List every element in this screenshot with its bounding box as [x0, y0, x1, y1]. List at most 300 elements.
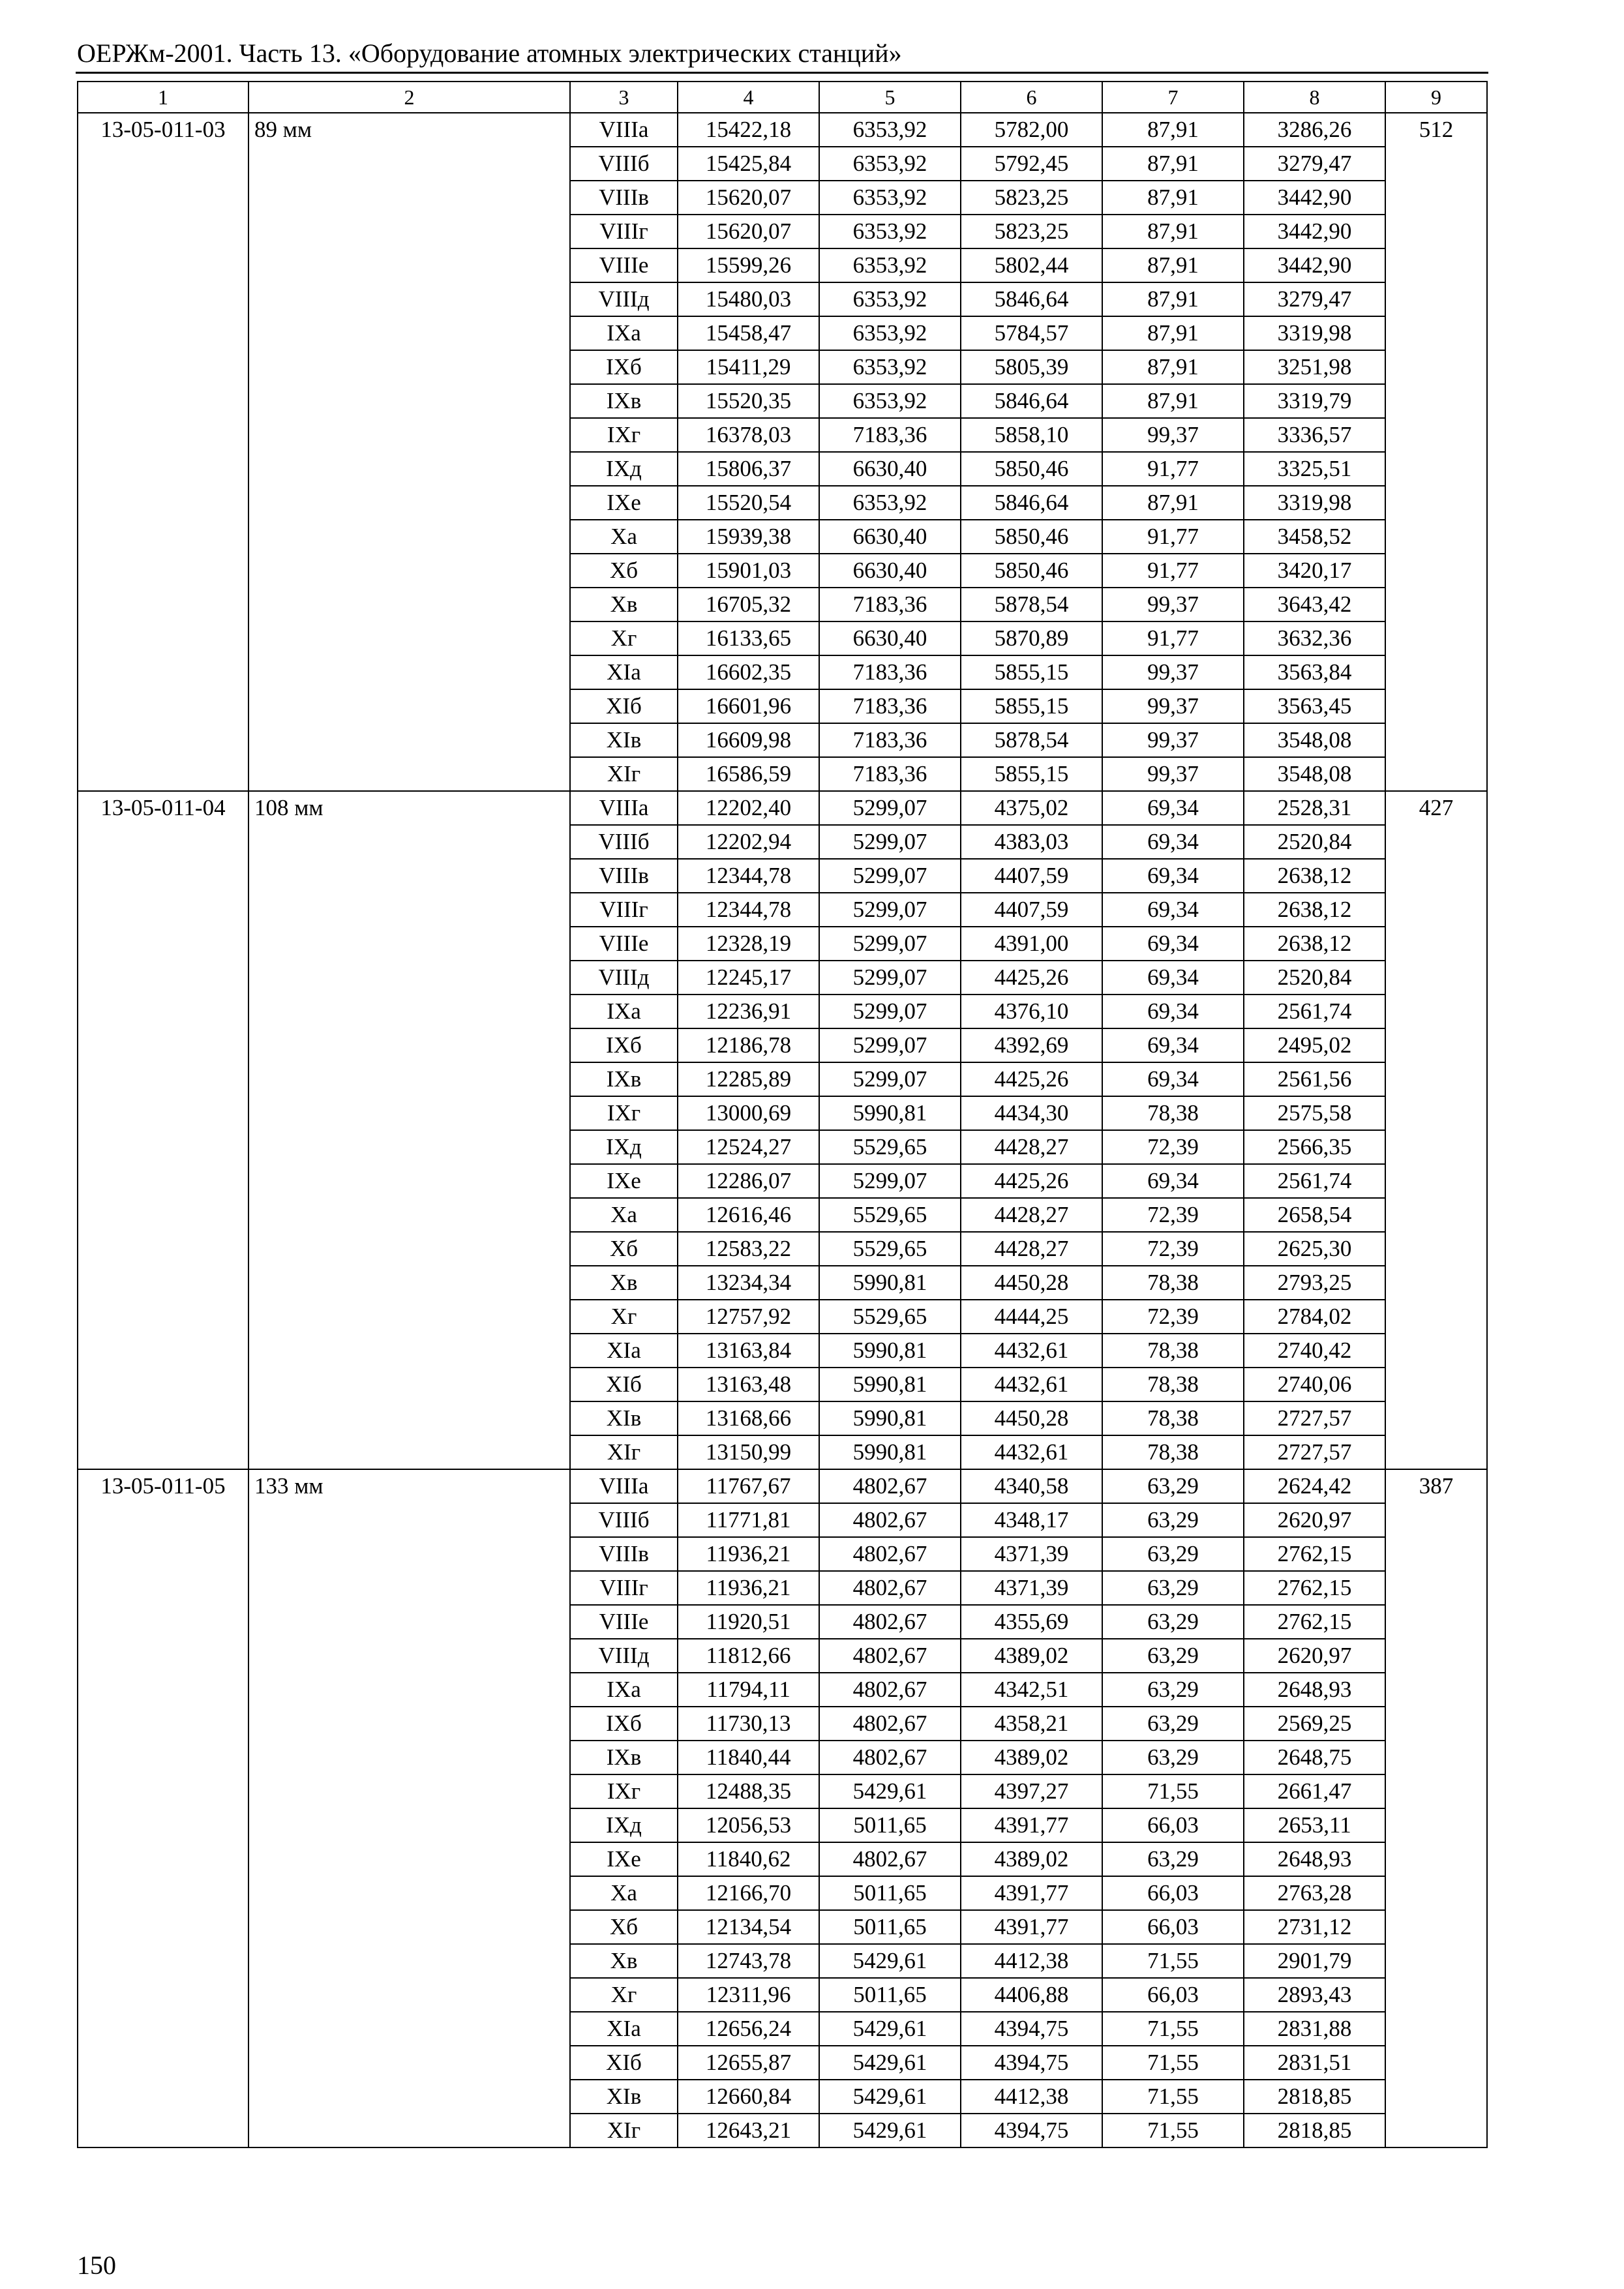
category-cell: VIIIв [570, 1537, 678, 1571]
category-cell: IXд [570, 452, 678, 486]
value-col8-cell: 2740,06 [1244, 1368, 1385, 1401]
value-col7-cell: 69,34 [1102, 995, 1244, 1028]
value-col4-cell: 15599,26 [678, 248, 819, 282]
value-col8-cell: 2561,74 [1244, 1164, 1385, 1198]
value-col8-cell: 2731,12 [1244, 1910, 1385, 1944]
category-cell: Xг [570, 1300, 678, 1334]
value-col8-cell: 2569,25 [1244, 1707, 1385, 1741]
value-col5-cell: 4802,67 [819, 1673, 961, 1707]
value-col4-cell: 15422,18 [678, 113, 819, 147]
value-col7-cell: 69,34 [1102, 1028, 1244, 1062]
value-col8-cell: 3643,42 [1244, 588, 1385, 621]
value-col8-cell: 2620,97 [1244, 1639, 1385, 1673]
value-col8-cell: 2620,97 [1244, 1503, 1385, 1537]
value-col4-cell: 13234,34 [678, 1266, 819, 1300]
category-cell: XIг [570, 757, 678, 791]
value-col4-cell: 12245,17 [678, 961, 819, 995]
value-col4-cell: 11771,81 [678, 1503, 819, 1537]
value-col4-cell: 15480,03 [678, 282, 819, 316]
value-col5-cell: 5529,65 [819, 1130, 961, 1164]
value-col6-cell: 5850,46 [961, 520, 1102, 554]
value-col7-cell: 69,34 [1102, 927, 1244, 961]
category-cell: Xб [570, 554, 678, 588]
value-col4-cell: 12757,92 [678, 1300, 819, 1334]
category-cell: Xв [570, 588, 678, 621]
value-col5-cell: 4802,67 [819, 1537, 961, 1571]
value-col8-cell: 3458,52 [1244, 520, 1385, 554]
column-number: 3 [570, 82, 678, 113]
value-col4-cell: 12186,78 [678, 1028, 819, 1062]
value-col5-cell: 6353,92 [819, 282, 961, 316]
table-row [78, 791, 1487, 825]
value-col7-cell: 99,37 [1102, 418, 1244, 452]
value-col4-cell: 12344,78 [678, 893, 819, 927]
value-col5-cell: 7183,36 [819, 655, 961, 689]
value-col4-cell: 15901,03 [678, 554, 819, 588]
category-cell: VIIIв [570, 859, 678, 893]
value-col6-cell: 5782,00 [961, 113, 1102, 147]
value-col7-cell: 69,34 [1102, 1062, 1244, 1096]
category-cell: Xг [570, 621, 678, 655]
value-col8-cell: 3420,17 [1244, 554, 1385, 588]
value-col4-cell: 12656,24 [678, 2012, 819, 2046]
category-cell: IXг [570, 1096, 678, 1130]
value-col7-cell: 69,34 [1102, 859, 1244, 893]
column-number: 9 [1385, 82, 1487, 113]
value-col4-cell: 12166,70 [678, 1876, 819, 1910]
column-number: 4 [678, 82, 819, 113]
value-col6-cell: 4434,30 [961, 1096, 1102, 1130]
value-col7-cell: 63,29 [1102, 1503, 1244, 1537]
value-col5-cell: 5299,07 [819, 927, 961, 961]
value-col8-cell: 2818,85 [1244, 2080, 1385, 2114]
value-col6-cell: 5805,39 [961, 350, 1102, 384]
category-cell: Xб [570, 1910, 678, 1944]
value-col7-cell: 69,34 [1102, 825, 1244, 859]
value-col7-cell: 87,91 [1102, 248, 1244, 282]
value-col8-cell: 2763,28 [1244, 1876, 1385, 1910]
value-col5-cell: 4802,67 [819, 1741, 961, 1774]
category-cell: Xв [570, 1266, 678, 1300]
value-col8-cell: 3563,84 [1244, 655, 1385, 689]
value-col4-cell: 12285,89 [678, 1062, 819, 1096]
value-col8-cell: 2520,84 [1244, 961, 1385, 995]
value-col6-cell: 4407,59 [961, 859, 1102, 893]
value-col4-cell: 15411,29 [678, 350, 819, 384]
value-col5-cell: 4802,67 [819, 1503, 961, 1537]
value-col6-cell: 4391,77 [961, 1910, 1102, 1944]
value-col4-cell: 12134,54 [678, 1910, 819, 1944]
value-col8-cell: 2520,84 [1244, 825, 1385, 859]
value-col5-cell: 4802,67 [819, 1639, 961, 1673]
value-col6-cell: 4412,38 [961, 2080, 1102, 2114]
value-col6-cell: 4432,61 [961, 1368, 1102, 1401]
category-cell: VIIIб [570, 825, 678, 859]
value-col7-cell: 87,91 [1102, 384, 1244, 418]
column-number-row [78, 82, 1487, 113]
value-col5-cell: 6353,92 [819, 316, 961, 350]
column-number: 2 [248, 82, 570, 113]
value-col7-cell: 69,34 [1102, 791, 1244, 825]
value-col6-cell: 5855,15 [961, 655, 1102, 689]
value-col5-cell: 6353,92 [819, 486, 961, 520]
category-cell: IXв [570, 1062, 678, 1096]
category-cell: IXб [570, 350, 678, 384]
value-col8-cell: 3319,79 [1244, 384, 1385, 418]
category-cell: IXб [570, 1707, 678, 1741]
value-col8-cell: 2528,31 [1244, 791, 1385, 825]
value-col7-cell: 63,29 [1102, 1605, 1244, 1639]
value-col6-cell: 4394,75 [961, 2114, 1102, 2147]
value-col5-cell: 6353,92 [819, 248, 961, 282]
value-col8-cell: 3279,47 [1244, 147, 1385, 181]
column-number: 8 [1244, 82, 1385, 113]
value-col5-cell: 5529,65 [819, 1300, 961, 1334]
value-col5-cell: 5011,65 [819, 1876, 961, 1910]
value-col5-cell: 4802,67 [819, 1707, 961, 1741]
rate-code-cell: 13-05-011-03 [78, 113, 248, 791]
value-col4-cell: 12286,07 [678, 1164, 819, 1198]
value-col5-cell: 5299,07 [819, 893, 961, 927]
table-body [78, 113, 1487, 2147]
value-col6-cell: 4389,02 [961, 1639, 1102, 1673]
value-col8-cell: 2625,30 [1244, 1232, 1385, 1266]
value-col8-cell: 2831,88 [1244, 2012, 1385, 2046]
value-col8-cell: 3251,98 [1244, 350, 1385, 384]
value-col4-cell: 15620,07 [678, 181, 819, 215]
value-col7-cell: 91,77 [1102, 452, 1244, 486]
category-cell: IXа [570, 1673, 678, 1707]
value-col5-cell: 7183,36 [819, 689, 961, 723]
value-col4-cell: 16586,59 [678, 757, 819, 791]
value-col7-cell: 72,39 [1102, 1130, 1244, 1164]
category-cell: XIа [570, 2012, 678, 2046]
category-cell: XIа [570, 1334, 678, 1368]
value-col8-cell: 3442,90 [1244, 215, 1385, 248]
category-cell: IXд [570, 1808, 678, 1842]
value-col5-cell: 4802,67 [819, 1842, 961, 1876]
category-cell: Xа [570, 1198, 678, 1232]
value-col7-cell: 87,91 [1102, 147, 1244, 181]
value-col8-cell: 2638,12 [1244, 893, 1385, 927]
value-col8-cell: 2784,02 [1244, 1300, 1385, 1334]
value-col5-cell: 6630,40 [819, 554, 961, 588]
value-col4-cell: 15458,47 [678, 316, 819, 350]
category-cell: IXв [570, 1741, 678, 1774]
value-col5-cell: 5990,81 [819, 1266, 961, 1300]
value-col9-cell: 427 [1385, 791, 1487, 1469]
value-col5-cell: 6353,92 [819, 384, 961, 418]
value-col7-cell: 63,29 [1102, 1537, 1244, 1571]
value-col5-cell: 4802,67 [819, 1571, 961, 1605]
category-cell: VIIIг [570, 893, 678, 927]
category-cell: XIа [570, 655, 678, 689]
category-cell: XIг [570, 1435, 678, 1469]
value-col6-cell: 5846,64 [961, 486, 1102, 520]
value-col4-cell: 11840,62 [678, 1842, 819, 1876]
value-col6-cell: 5846,64 [961, 282, 1102, 316]
value-col4-cell: 12583,22 [678, 1232, 819, 1266]
value-col7-cell: 87,91 [1102, 316, 1244, 350]
value-col4-cell: 11812,66 [678, 1639, 819, 1673]
value-col8-cell: 2762,15 [1244, 1537, 1385, 1571]
value-col8-cell: 2653,11 [1244, 1808, 1385, 1842]
value-col7-cell: 99,37 [1102, 757, 1244, 791]
value-col6-cell: 5802,44 [961, 248, 1102, 282]
value-col6-cell: 4389,02 [961, 1741, 1102, 1774]
value-col4-cell: 16705,32 [678, 588, 819, 621]
value-col7-cell: 78,38 [1102, 1435, 1244, 1469]
value-col6-cell: 4412,38 [961, 1944, 1102, 1978]
value-col8-cell: 2727,57 [1244, 1401, 1385, 1435]
value-col8-cell: 3442,90 [1244, 248, 1385, 282]
category-cell: IXб [570, 1028, 678, 1062]
value-col6-cell: 5823,25 [961, 181, 1102, 215]
value-col5-cell: 5529,65 [819, 1232, 961, 1266]
value-col6-cell: 4358,21 [961, 1707, 1102, 1741]
value-col7-cell: 72,39 [1102, 1300, 1244, 1334]
value-col8-cell: 2740,42 [1244, 1334, 1385, 1368]
value-col4-cell: 12660,84 [678, 2080, 819, 2114]
value-col4-cell: 16602,35 [678, 655, 819, 689]
value-col5-cell: 6353,92 [819, 147, 961, 181]
value-col8-cell: 2762,15 [1244, 1571, 1385, 1605]
value-col7-cell: 87,91 [1102, 181, 1244, 215]
value-col4-cell: 12616,46 [678, 1198, 819, 1232]
value-col6-cell: 4428,27 [961, 1130, 1102, 1164]
value-col8-cell: 3632,36 [1244, 621, 1385, 655]
value-col6-cell: 4407,59 [961, 893, 1102, 927]
value-col7-cell: 78,38 [1102, 1401, 1244, 1435]
value-col4-cell: 13000,69 [678, 1096, 819, 1130]
value-col7-cell: 63,29 [1102, 1639, 1244, 1673]
value-col5-cell: 5990,81 [819, 1435, 961, 1469]
value-col5-cell: 5011,65 [819, 1978, 961, 2012]
rate-code-cell: 13-05-011-04 [78, 791, 248, 1469]
value-col5-cell: 5299,07 [819, 825, 961, 859]
value-col8-cell: 2648,93 [1244, 1842, 1385, 1876]
category-cell: VIIIб [570, 1503, 678, 1537]
value-col8-cell: 2575,58 [1244, 1096, 1385, 1130]
value-col8-cell: 2658,54 [1244, 1198, 1385, 1232]
table-row [78, 1469, 1487, 1503]
value-col6-cell: 4425,26 [961, 961, 1102, 995]
value-col7-cell: 71,55 [1102, 1774, 1244, 1808]
value-col4-cell: 11920,51 [678, 1605, 819, 1639]
value-col4-cell: 12311,96 [678, 1978, 819, 2012]
value-col7-cell: 99,37 [1102, 655, 1244, 689]
category-cell: IXа [570, 316, 678, 350]
value-col4-cell: 13163,48 [678, 1368, 819, 1401]
value-col4-cell: 12328,19 [678, 927, 819, 961]
value-col5-cell: 6630,40 [819, 621, 961, 655]
value-col4-cell: 12056,53 [678, 1808, 819, 1842]
value-col4-cell: 12643,21 [678, 2114, 819, 2147]
category-cell: VIIIб [570, 147, 678, 181]
value-col6-cell: 4392,69 [961, 1028, 1102, 1062]
value-col5-cell: 6353,92 [819, 181, 961, 215]
value-col4-cell: 15520,35 [678, 384, 819, 418]
category-cell: XIв [570, 2080, 678, 2114]
category-cell: VIIIе [570, 1605, 678, 1639]
value-col5-cell: 6353,92 [819, 350, 961, 384]
value-col4-cell: 15520,54 [678, 486, 819, 520]
value-col6-cell: 4371,39 [961, 1571, 1102, 1605]
value-col6-cell: 5792,45 [961, 147, 1102, 181]
value-col4-cell: 12655,87 [678, 2046, 819, 2080]
category-cell: VIIIе [570, 927, 678, 961]
value-col4-cell: 12743,78 [678, 1944, 819, 1978]
value-col7-cell: 71,55 [1102, 1944, 1244, 1978]
value-col7-cell: 63,29 [1102, 1469, 1244, 1503]
value-col5-cell: 5990,81 [819, 1334, 961, 1368]
value-col7-cell: 71,55 [1102, 2012, 1244, 2046]
value-col8-cell: 2893,43 [1244, 1978, 1385, 2012]
category-cell: XIв [570, 723, 678, 757]
value-col7-cell: 63,29 [1102, 1842, 1244, 1876]
value-col6-cell: 4348,17 [961, 1503, 1102, 1537]
value-col8-cell: 2831,51 [1244, 2046, 1385, 2080]
value-col5-cell: 5011,65 [819, 1910, 961, 1944]
value-col6-cell: 4444,25 [961, 1300, 1102, 1334]
value-col6-cell: 4432,61 [961, 1435, 1102, 1469]
value-col8-cell: 3548,08 [1244, 757, 1385, 791]
value-col6-cell: 4342,51 [961, 1673, 1102, 1707]
column-number: 1 [78, 82, 248, 113]
value-col8-cell: 3548,08 [1244, 723, 1385, 757]
value-col5-cell: 5990,81 [819, 1096, 961, 1130]
value-col7-cell: 72,39 [1102, 1232, 1244, 1266]
category-cell: IXа [570, 995, 678, 1028]
value-col6-cell: 4391,77 [961, 1808, 1102, 1842]
value-col6-cell: 4425,26 [961, 1164, 1102, 1198]
value-col8-cell: 2901,79 [1244, 1944, 1385, 1978]
value-col7-cell: 63,29 [1102, 1741, 1244, 1774]
value-col8-cell: 2561,56 [1244, 1062, 1385, 1096]
value-col6-cell: 4383,03 [961, 825, 1102, 859]
value-col6-cell: 4406,88 [961, 1978, 1102, 2012]
value-col6-cell: 4391,77 [961, 1876, 1102, 1910]
category-cell: VIIIа [570, 113, 678, 147]
value-col4-cell: 11730,13 [678, 1707, 819, 1741]
value-col7-cell: 91,77 [1102, 520, 1244, 554]
value-col4-cell: 11936,21 [678, 1537, 819, 1571]
value-col4-cell: 13163,84 [678, 1334, 819, 1368]
rates-table [77, 81, 1488, 2148]
value-col6-cell: 4428,27 [961, 1232, 1102, 1266]
value-col4-cell: 13168,66 [678, 1401, 819, 1435]
value-col5-cell: 7183,36 [819, 588, 961, 621]
value-col8-cell: 3286,26 [1244, 113, 1385, 147]
category-cell: XIб [570, 689, 678, 723]
category-cell: IXе [570, 1164, 678, 1198]
category-cell: VIIIв [570, 181, 678, 215]
value-col6-cell: 4394,75 [961, 2046, 1102, 2080]
value-col8-cell: 2648,93 [1244, 1673, 1385, 1707]
value-col8-cell: 3319,98 [1244, 486, 1385, 520]
value-col5-cell: 6353,92 [819, 113, 961, 147]
value-col6-cell: 5878,54 [961, 588, 1102, 621]
value-col6-cell: 4397,27 [961, 1774, 1102, 1808]
value-col7-cell: 63,29 [1102, 1673, 1244, 1707]
value-col6-cell: 5823,25 [961, 215, 1102, 248]
value-col5-cell: 5990,81 [819, 1401, 961, 1435]
category-cell: VIIIг [570, 215, 678, 248]
value-col4-cell: 12488,35 [678, 1774, 819, 1808]
category-cell: XIг [570, 2114, 678, 2147]
value-col6-cell: 5846,64 [961, 384, 1102, 418]
value-col8-cell: 2638,12 [1244, 927, 1385, 961]
value-col5-cell: 5990,81 [819, 1368, 961, 1401]
value-col7-cell: 99,37 [1102, 723, 1244, 757]
value-col7-cell: 72,39 [1102, 1198, 1244, 1232]
value-col8-cell: 3563,45 [1244, 689, 1385, 723]
value-col7-cell: 66,03 [1102, 1910, 1244, 1944]
value-col4-cell: 16609,98 [678, 723, 819, 757]
value-col8-cell: 2638,12 [1244, 859, 1385, 893]
value-col7-cell: 63,29 [1102, 1571, 1244, 1605]
value-col5-cell: 6630,40 [819, 520, 961, 554]
value-col4-cell: 16601,96 [678, 689, 819, 723]
value-col8-cell: 2818,85 [1244, 2114, 1385, 2147]
value-col4-cell: 16378,03 [678, 418, 819, 452]
value-col5-cell: 5299,07 [819, 995, 961, 1028]
value-col8-cell: 3442,90 [1244, 181, 1385, 215]
category-cell: VIIIа [570, 791, 678, 825]
value-col8-cell: 2661,47 [1244, 1774, 1385, 1808]
value-col8-cell: 2566,35 [1244, 1130, 1385, 1164]
value-col7-cell: 99,37 [1102, 689, 1244, 723]
value-col6-cell: 4340,58 [961, 1469, 1102, 1503]
value-col7-cell: 87,91 [1102, 350, 1244, 384]
value-col4-cell: 11936,21 [678, 1571, 819, 1605]
value-col4-cell: 12524,27 [678, 1130, 819, 1164]
category-cell: IXд [570, 1130, 678, 1164]
value-col7-cell: 87,91 [1102, 486, 1244, 520]
value-col8-cell: 3336,57 [1244, 418, 1385, 452]
header-rule [76, 72, 1488, 74]
value-col7-cell: 87,91 [1102, 215, 1244, 248]
value-col5-cell: 7183,36 [819, 723, 961, 757]
value-col9-cell: 512 [1385, 113, 1487, 791]
value-col4-cell: 15939,38 [678, 520, 819, 554]
value-col4-cell: 15425,84 [678, 147, 819, 181]
value-col6-cell: 4376,10 [961, 995, 1102, 1028]
value-col4-cell: 13150,99 [678, 1435, 819, 1469]
value-col7-cell: 99,37 [1102, 588, 1244, 621]
value-col6-cell: 4428,27 [961, 1198, 1102, 1232]
value-col7-cell: 71,55 [1102, 2080, 1244, 2114]
value-col9-cell: 387 [1385, 1469, 1487, 2147]
value-col5-cell: 5429,61 [819, 2080, 961, 2114]
value-col8-cell: 2624,42 [1244, 1469, 1385, 1503]
category-cell: Xг [570, 1978, 678, 2012]
category-cell: Xб [570, 1232, 678, 1266]
description-cell: 108 мм [248, 791, 570, 1469]
value-col6-cell: 5855,15 [961, 757, 1102, 791]
value-col6-cell: 5850,46 [961, 452, 1102, 486]
category-cell: Xв [570, 1944, 678, 1978]
value-col6-cell: 4394,75 [961, 2012, 1102, 2046]
value-col8-cell: 3279,47 [1244, 282, 1385, 316]
column-number: 5 [819, 82, 961, 113]
value-col8-cell: 2762,15 [1244, 1605, 1385, 1639]
value-col8-cell: 3325,51 [1244, 452, 1385, 486]
value-col7-cell: 78,38 [1102, 1096, 1244, 1130]
value-col7-cell: 87,91 [1102, 113, 1244, 147]
category-cell: IXе [570, 486, 678, 520]
value-col8-cell: 3319,98 [1244, 316, 1385, 350]
